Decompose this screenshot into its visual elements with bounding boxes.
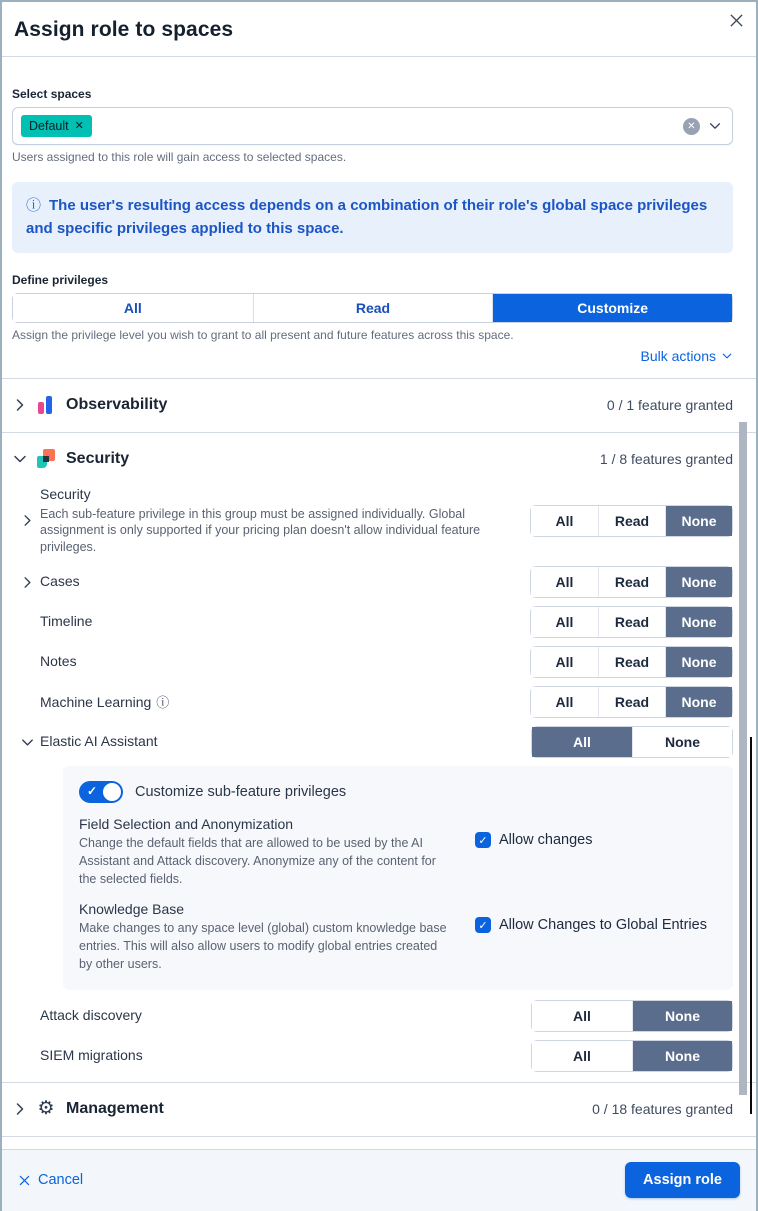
accordion-security[interactable] [12,433,733,486]
feature-label: Notes [40,653,77,670]
modal-body [2,57,756,1149]
security-features [12,486,733,1072]
timeline-privilege-group [530,606,733,638]
space-badge-label: Default [29,119,69,133]
none-button[interactable]: None [665,607,732,637]
callout-text: The user's resulting access depends on a combination of their role's global space privileges and specific privileges applied to this space. [26,197,708,238]
cancel-label: Cancel [38,1172,84,1189]
feature-row-timeline [12,606,733,638]
right-edge-line [750,737,752,1114]
all-button[interactable]: All [532,1001,632,1031]
none-button[interactable]: None [632,1001,732,1031]
feature-label: Attack discovery [40,1006,142,1023]
subfeature-title: Knowledge Base [79,901,185,918]
checkbox-label: Allow changes [499,832,593,849]
read-button[interactable]: Read [598,506,665,536]
feature-row-cases [12,566,733,598]
feature-row-siem-migrations [12,1040,733,1072]
chevron-right-icon[interactable] [20,575,36,590]
security-privilege-group [530,505,733,537]
scrollbar-thumb[interactable] [739,422,747,1095]
chevron-down-icon[interactable] [20,735,36,750]
feature-row-elastic-ai-assistant [12,726,733,758]
group-title: Management [66,1100,164,1118]
gear-icon: ⚙ [37,1098,55,1120]
cancel-button[interactable] [18,1172,83,1188]
all-button[interactable]: All [531,567,598,597]
chevron-down-icon[interactable] [708,119,722,133]
select-spaces-label: Select spaces [12,87,92,101]
privileges-help-text: Assign the privilege level you wish to grant to all present and future features across this space. [12,327,514,342]
none-button[interactable]: None [665,687,732,717]
allow-changes-checkbox[interactable]: ✓ [475,832,491,848]
feature-row-machine-learning [12,686,733,718]
privilege-all-button[interactable]: All [13,294,253,322]
group-count: 0 / 1 feature granted [606,397,733,413]
feature-row-notes [12,646,733,678]
info-callout [12,182,733,253]
privilege-read-button[interactable]: Read [253,294,493,322]
group-count: 0 / 18 features granted [592,1101,733,1118]
define-privileges-label: Define privileges [12,272,109,287]
chevron-down-icon [721,350,733,362]
feature-row-security [12,486,733,557]
bulk-actions-link[interactable] [641,348,733,364]
attack-discovery-privilege-group [531,1000,733,1032]
feature-description: Each sub-feature privilege in this group must be assigned individually. Global assignment is only supported if your pricing plan doesn't allow individual feature privileges. [40,506,481,555]
toggle-label: Customize sub-feature privileges [135,784,347,801]
subfeature-knowledge-base [79,901,717,973]
chevron-right-icon[interactable] [12,397,28,413]
observability-icon [36,395,56,415]
bulk-actions-label: Bulk actions [640,347,716,364]
feature-row-attack-discovery [12,1000,733,1032]
read-button[interactable]: Read [598,607,665,637]
space-badge-default[interactable] [21,115,92,137]
none-button[interactable]: None [665,647,732,677]
read-button[interactable]: Read [598,567,665,597]
accordion-observability[interactable] [12,379,733,432]
customize-subfeature-toggle-row[interactable] [79,781,717,803]
notes-privilege-group [530,646,733,678]
ai-assistant-privilege-group [531,726,733,758]
feature-label: SIEM migrations [40,1046,143,1063]
ml-privilege-group [530,686,733,718]
assign-role-button[interactable]: Assign role [625,1162,740,1198]
none-button[interactable]: None [632,727,732,757]
read-button[interactable]: Read [598,647,665,677]
accordion-management[interactable] [12,1083,733,1136]
subfeature-field-selection [79,816,717,888]
badge-remove-icon[interactable]: ✕ [74,119,84,132]
allow-global-entries-checkbox[interactable]: ✓ [475,917,491,933]
privilege-button-group [12,293,733,323]
all-button[interactable]: All [531,687,598,717]
none-button[interactable]: None [665,567,732,597]
spaces-help-text: Users assigned to this role will gain access to selected spaces. [12,150,347,164]
none-button[interactable]: None [632,1041,732,1071]
read-button[interactable]: Read [598,687,665,717]
all-button[interactable]: All [531,506,598,536]
info-icon[interactable]: ⓘ [156,695,170,711]
group-title: Observability [66,396,168,413]
security-icon [36,449,56,469]
subfeature-title: Field Selection and Anonymization [79,816,294,833]
feature-label: Elastic AI Assistant [40,733,158,750]
subfeature-panel [63,766,733,990]
feature-label: Security [40,485,91,502]
privilege-customize-button[interactable]: Customize [492,294,732,322]
modal-header [2,2,756,57]
all-button[interactable]: All [532,727,632,757]
chevron-right-icon[interactable] [12,1101,28,1117]
chevron-down-icon[interactable] [12,451,28,467]
subfeature-description: Make changes to any space level (global) custom knowledge base entries. This will also allow users to modify global entries created by other users. [79,921,447,971]
all-button[interactable]: All [531,647,598,677]
all-button[interactable]: All [532,1041,632,1071]
checkbox-label: Allow Changes to Global Entries [499,917,707,934]
none-button[interactable]: None [665,506,732,536]
info-icon: ⓘ [26,197,42,214]
close-icon [18,1174,31,1187]
feature-label: Machine Learning [40,693,152,710]
group-count: 1 / 8 features granted [599,451,733,467]
close-icon[interactable] [724,8,748,32]
feature-label: Cases [40,573,80,590]
cases-privilege-group [530,566,733,598]
subfeature-description: Change the default fields that are allowed to be used by the AI Assistant and Attack discovery. Anonymize any of the content for the selected fields. [79,836,436,886]
modal-title: Assign role to spaces [14,18,234,41]
all-button[interactable]: All [531,607,598,637]
siem-migrations-privilege-group [531,1040,733,1072]
chevron-right-icon[interactable] [20,513,36,528]
feature-label: Timeline [40,613,93,630]
combobox-clear-icon[interactable]: ✕ [683,118,700,135]
toggle-switch[interactable]: ✓ [79,781,123,803]
group-title: Security [66,450,130,467]
spaces-combobox[interactable] [12,107,733,145]
modal-footer [2,1149,756,1211]
